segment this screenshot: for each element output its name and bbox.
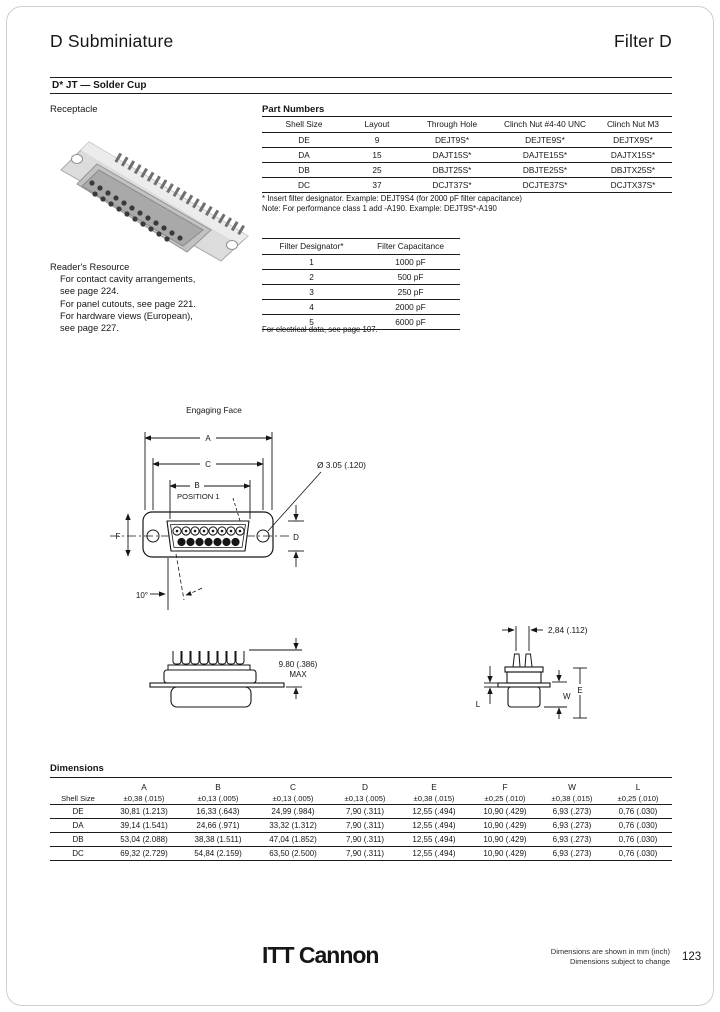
col-tolerance: ±0,38 (.015)	[123, 794, 165, 803]
col-filter-capacitance: Filter Capacitance	[361, 239, 460, 255]
cell: DBJTE25S*	[496, 163, 594, 178]
max-height-max: MAX	[289, 670, 307, 679]
cell: 0,76 (.030)	[604, 805, 672, 819]
table-row	[50, 819, 672, 833]
table-row	[262, 178, 672, 193]
end-view	[498, 654, 550, 707]
footer-note-line1: Dimensions are shown in mm (inch)	[550, 947, 670, 956]
col-name: D	[362, 782, 368, 792]
table-row	[262, 133, 672, 148]
cell: 1000 pF	[361, 255, 460, 270]
readers-resource-line: see page 224.	[60, 286, 119, 297]
cell: 500 pF	[361, 270, 460, 285]
mounting-ear-hole	[72, 155, 83, 164]
cell: 10,90 (.429)	[470, 819, 540, 833]
cell: DE	[50, 805, 106, 819]
cell: 25	[346, 163, 408, 178]
cell: 30,81 (1.213)	[106, 805, 182, 819]
col-name: A	[141, 782, 147, 792]
filter-designator-table	[262, 238, 460, 330]
cell: DAJTE15S*	[496, 148, 594, 163]
part-numbers-table	[262, 116, 672, 193]
cell: 6,93 (.273)	[540, 847, 604, 861]
col-shell-size: Shell Size	[262, 117, 346, 133]
cell: DAJTX15S*	[594, 148, 672, 163]
cell: 250 pF	[361, 285, 460, 300]
cell: DCJTX37S*	[594, 178, 672, 193]
dim-a-label: A	[205, 434, 211, 443]
footer-note	[480, 947, 670, 966]
cell: 12,55 (.494)	[398, 847, 470, 861]
position1-label: POSITION 1	[177, 492, 220, 501]
cell: 37	[346, 178, 408, 193]
technical-drawing	[40, 398, 660, 728]
col-c	[254, 778, 332, 805]
cell: 12,55 (.494)	[398, 833, 470, 847]
table-row	[50, 847, 672, 861]
cell: 9	[346, 133, 408, 148]
cell: DBJTX25S*	[594, 163, 672, 178]
table-row	[50, 833, 672, 847]
dim-l-label: L	[475, 700, 481, 709]
col-layout: Layout	[346, 117, 408, 133]
col-name: L	[635, 782, 641, 792]
cell: 47,04 (1.852)	[254, 833, 332, 847]
col-a	[106, 778, 182, 805]
cell: 6,93 (.273)	[540, 819, 604, 833]
cell: 3	[262, 285, 361, 300]
cell: 7,90 (.311)	[332, 847, 398, 861]
cell: 12,55 (.494)	[398, 819, 470, 833]
cell: 1	[262, 255, 361, 270]
cell: 5	[262, 315, 361, 330]
col-e	[398, 778, 470, 805]
cell: DEJTE9S*	[496, 133, 594, 148]
dimensions-title: Dimensions	[50, 763, 104, 774]
col-tolerance: ±0,38 (.015)	[551, 794, 593, 803]
table-row	[50, 805, 672, 819]
cell: 38,38 (1.511)	[182, 833, 254, 847]
cell: 7,90 (.311)	[332, 819, 398, 833]
hole-callout-leader	[268, 472, 321, 531]
dim-b-label: B	[194, 481, 200, 490]
cell: DCJT37S*	[408, 178, 496, 193]
table-header-row	[262, 117, 672, 133]
cell: 63,50 (2.500)	[254, 847, 332, 861]
part-numbers-footnote-2: Note: For performance class 1 add -A190. Example: DEJT9S*-A190	[262, 204, 497, 213]
cell: 6,93 (.273)	[540, 833, 604, 847]
col-name: W	[568, 782, 576, 792]
cell: 10,90 (.429)	[470, 833, 540, 847]
cell: 10,90 (.429)	[470, 805, 540, 819]
angle-label: 10°	[135, 591, 148, 600]
table-header-row	[50, 778, 672, 805]
readers-resource-line: For hardware views (European),	[60, 310, 193, 321]
dim-l-lines	[484, 666, 498, 704]
cell: 0,76 (.030)	[604, 833, 672, 847]
table-row	[262, 255, 460, 270]
cell: 16,33 (.643)	[182, 805, 254, 819]
pin-dim-label: 2,84 (.112)	[548, 625, 588, 635]
dim-e-label: E	[577, 686, 583, 695]
cell: DB	[262, 163, 346, 178]
cell: 6,93 (.273)	[540, 805, 604, 819]
cell: DAJT15S*	[408, 148, 496, 163]
dim-c-label: C	[205, 460, 211, 469]
cell: 53,04 (2.088)	[106, 833, 182, 847]
insert-outline-outer	[167, 521, 249, 551]
readers-resource-line: For contact cavity arrangements,	[60, 274, 196, 285]
cell: DE	[262, 133, 346, 148]
col-tolerance: ±0,25 (.010)	[617, 794, 659, 803]
col-b	[182, 778, 254, 805]
dim-d-label: D	[293, 533, 299, 542]
hole-diameter-callout: Ø 3.05 (.120)	[317, 460, 366, 470]
page-number: 123	[682, 951, 702, 963]
extension-lines	[145, 432, 272, 519]
cell: 54,84 (2.159)	[182, 847, 254, 861]
col-tolerance: ±0,13 (.005)	[344, 794, 386, 803]
page-title: D Subminiature	[50, 31, 174, 51]
col-filter-designator: Filter Designator*	[262, 239, 361, 255]
cell: DBJT25S*	[408, 163, 496, 178]
col-through-hole: Through Hole	[408, 117, 496, 133]
section-title: D* JT — Solder Cup	[52, 80, 147, 91]
cell: DCJTE37S*	[496, 178, 594, 193]
col-name: C	[290, 782, 296, 792]
part-numbers-title: Part Numbers	[262, 104, 325, 115]
shell-size-header: Shell Size	[61, 794, 95, 803]
cell: 15	[346, 148, 408, 163]
col-tolerance: ±0,25 (.010)	[484, 794, 526, 803]
cell: 2000 pF	[361, 300, 460, 315]
cell: 2	[262, 270, 361, 285]
col-name: B	[215, 782, 221, 792]
cell: 69,32 (2.729)	[106, 847, 182, 861]
footer-note-line2: Dimensions subject to change	[569, 956, 670, 966]
cell: DC	[50, 847, 106, 861]
cell: 0,76 (.030)	[604, 819, 672, 833]
col-d	[332, 778, 398, 805]
col-tolerance: ±0,38 (.015)	[413, 794, 455, 803]
cell: DB	[50, 833, 106, 847]
cell: 0,76 (.030)	[604, 847, 672, 861]
cell: 7,90 (.311)	[332, 833, 398, 847]
cell: 24,66 (.971)	[182, 819, 254, 833]
table-row	[262, 163, 672, 178]
filter-table-footnote: For electrical data, see page 107.	[262, 325, 378, 334]
table-row	[262, 285, 460, 300]
dimensions-table	[50, 777, 672, 861]
receptacle-photo	[55, 118, 255, 263]
angle-dashed-line	[176, 554, 184, 600]
cell: 4	[262, 300, 361, 315]
series-title: Filter D	[614, 31, 672, 51]
cell: 7,90 (.311)	[332, 805, 398, 819]
readers-resource-line: see page 227.	[60, 323, 119, 334]
cell: 24,99 (.984)	[254, 805, 332, 819]
readers-resource-line: For panel cutouts, see page 221.	[60, 298, 196, 309]
col-name: F	[502, 782, 508, 792]
col-w	[540, 778, 604, 805]
table-row	[262, 270, 460, 285]
table-row	[262, 148, 672, 163]
cell: 10,90 (.429)	[470, 847, 540, 861]
dim-f-label: F	[115, 532, 121, 541]
header-rule-bottom	[50, 93, 672, 94]
header-rule-top	[50, 77, 672, 78]
col-clinch-nut-unc: Clinch Nut #4-40 UNC	[496, 117, 594, 133]
readers-resource-title: Reader's Resource	[50, 262, 130, 272]
dim-w-label: W	[563, 692, 571, 701]
readers-resource	[50, 261, 250, 334]
cell: DEJTX9S*	[594, 133, 672, 148]
cell: DC	[262, 178, 346, 193]
cell: 12,55 (.494)	[398, 805, 470, 819]
mounting-ear-hole	[227, 241, 238, 250]
cell: DA	[262, 148, 346, 163]
side-view	[150, 651, 284, 707]
col-tolerance: ±0,13 (.005)	[272, 794, 314, 803]
engaging-face-label: Engaging Face	[186, 405, 242, 415]
cell: 33,32 (1.312)	[254, 819, 332, 833]
col-name: E	[431, 782, 437, 792]
position1-leader	[233, 498, 241, 524]
col-tolerance: ±0,13 (.005)	[197, 794, 239, 803]
cell: DA	[50, 819, 106, 833]
col-l	[604, 778, 672, 805]
angle-arrow-right	[186, 588, 202, 595]
part-numbers-footnote-1: * Insert filter designator. Example: DEJT9S4 (for 2000 pF filter capacitance)	[262, 194, 523, 203]
col-shell-size	[50, 778, 106, 805]
itt-cannon-logo: ITT Cannon	[262, 942, 379, 968]
col-f	[470, 778, 540, 805]
max-height-value: 9.80 (.386)	[278, 660, 318, 669]
cell: 6000 pF	[361, 315, 460, 330]
cell: DEJT9S*	[408, 133, 496, 148]
pin-dim	[502, 626, 543, 651]
table-header-row	[262, 239, 460, 255]
receptacle-label: Receptacle	[50, 104, 98, 115]
table-row	[262, 300, 460, 315]
col-clinch-nut-m3: Clinch Nut M3	[594, 117, 672, 133]
cell: 39,14 (1.541)	[106, 819, 182, 833]
solder-cups-profile	[173, 651, 244, 664]
